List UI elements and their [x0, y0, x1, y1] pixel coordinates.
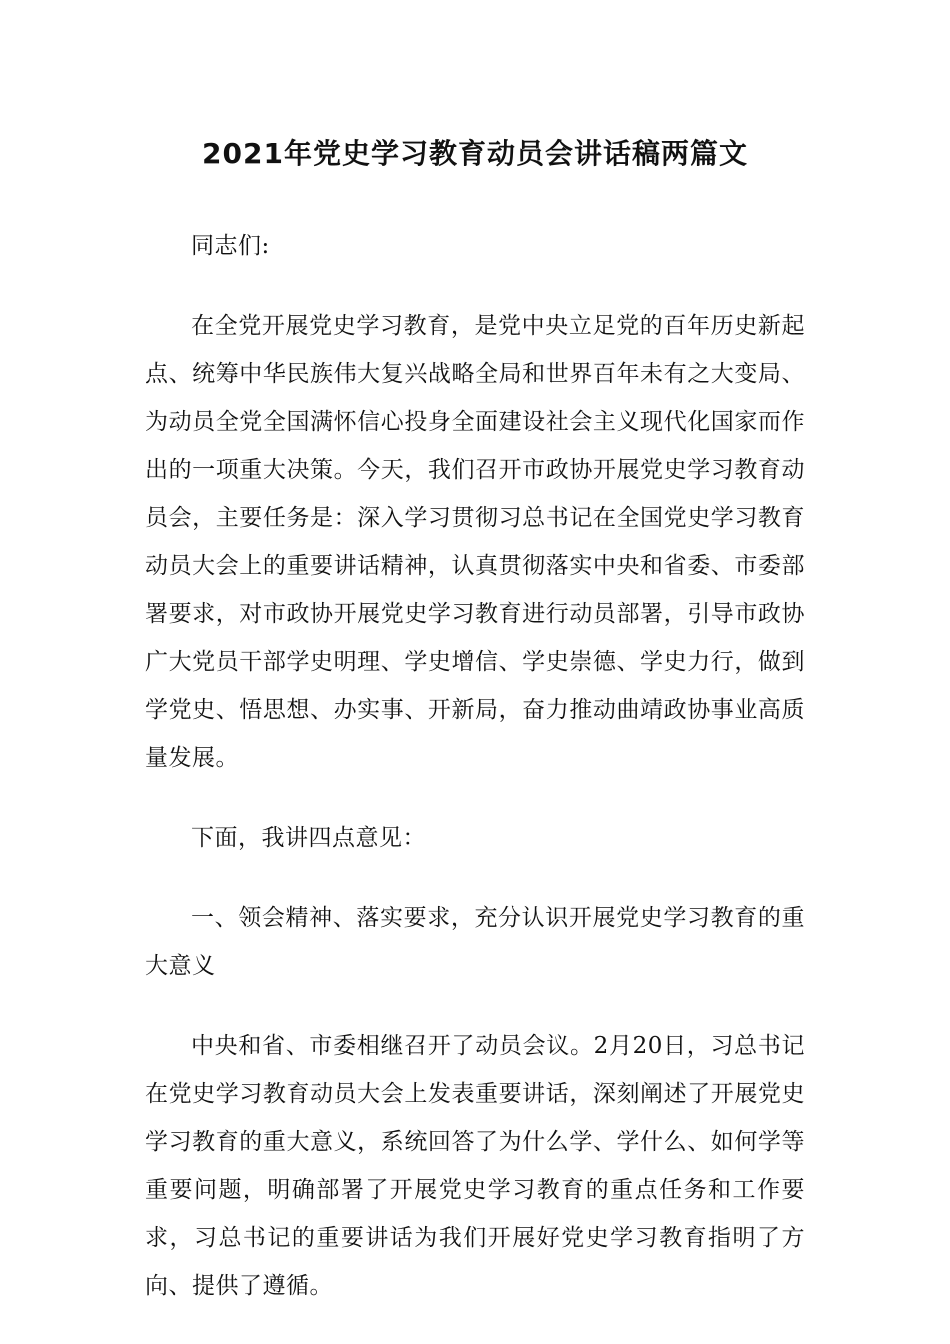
document-title: 2021年党史学习教育动员会讲话稿两篇文	[202, 137, 748, 170]
transition-paragraph: 下面，我讲四点意见：	[191, 825, 426, 851]
document-body	[145, 222, 805, 1310]
intro-paragraph: 在全党开展党史学习教育，是党中央立足党的百年历史新起点、统筹中华民族伟大复兴战略全局和世界百年未有之大变局、为动员全党全国满怀信心投身全面建设社会主义现代化国家而作出的一项重大决策。今天，我们召开市政协开展党史学习教育动员会，主要任务是：深入学习贯彻习总书记在全国党史学习教育动员大会上的重要讲话精神，认真贯彻落实中央和省委、市委部署要求，对市政协开展党史学习教育进行动员部署，引导市政协广大党员干部学史明理、学史增信、学史崇德、学史力行，做到学党史、悟思想、办实事、开新局，奋力推动曲靖政协事业高质量发展。	[145, 313, 805, 771]
section-heading-one: 一、领会精神、落实要求，充分认识开展党史学习教育的重大意义	[145, 905, 805, 979]
salutation-paragraph: 同志们:	[191, 233, 270, 259]
section-one-paragraph: 中央和省、市委相继召开了动员会议。2月20日，习总书记在党史学习教育动员大会上发表重要讲话，深刻阐述了开展党史学习教育的重大意义，系统回答了为什么学、学什么、如何学等重要问题，明确部署了开展党史学习教育的重点任务和工作要求，习总书记的重要讲话为我们开展好党史学习教育指明了方向、提供了遵循。	[145, 1033, 805, 1299]
